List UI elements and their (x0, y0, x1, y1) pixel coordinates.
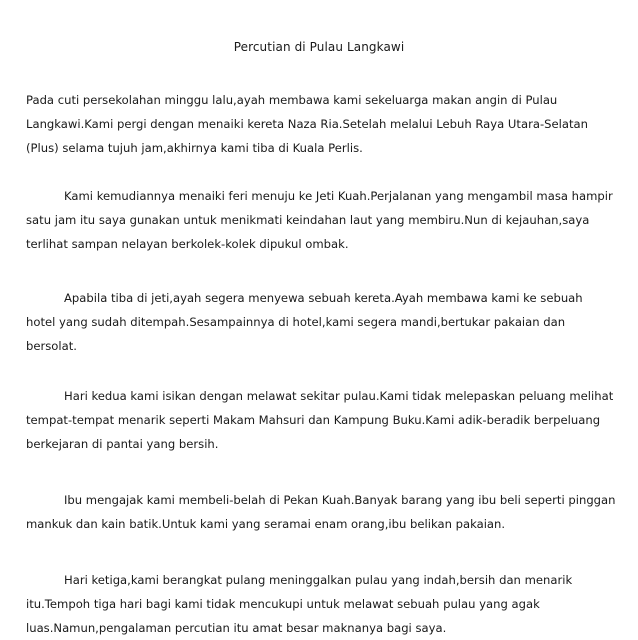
paragraph-1 (26, 88, 616, 160)
paragraph-line: Kami kemudiannya menaiki feri menuju ke Jeti Kuah.Perjalanan yang mengambil masa hampir (64, 189, 613, 203)
paragraph-line: mankuk dan kain batik.Untuk kami yang seramai enam orang,ibu belikan pakaian. (26, 517, 506, 531)
paragraph-line: bersolat. (26, 339, 77, 353)
paragraph-line: hotel yang sudah ditempah.Sesampainnya di hotel,kami segera mandi,bertukar pakaian dan (26, 315, 566, 329)
paragraph-line: itu.Tempoh tiga hari bagi kami tidak mencukupi untuk melawat sebuah pulau yang agak (26, 597, 540, 611)
paragraph-line: Apabila tiba di jeti,ayah segera menyewa sebuah kereta.Ayah membawa kami ke sebuah (64, 291, 583, 305)
paragraph-5 (26, 488, 616, 536)
paragraph-line: Langkawi.Kami pergi dengan menaiki kereta Naza Ria.Setelah melalui Lebuh Raya Utara-Selatan (26, 117, 588, 131)
paragraph-line: Hari ketiga,kami berangkat pulang meninggalkan pulau yang indah,bersih dan menarik (64, 573, 573, 587)
paragraph-line: Hari kedua kami isikan dengan melawat sekitar pulau.Kami tidak melepaskan peluang melihat (64, 389, 614, 403)
paragraph-line: Pada cuti persekolahan minggu lalu,ayah membawa kami sekeluarga makan angin di Pulau (26, 93, 558, 107)
paragraph-line: satu jam itu saya gunakan untuk menikmati keindahan laut yang membiru.Nun di kejauhan,saya (26, 213, 590, 227)
paragraph-line: luas.Namun,pengalaman percutian itu amat besar maknanya bagi saya. (26, 621, 447, 635)
paragraph-line: (Plus) selama tujuh jam,akhirnya kami tiba di Kuala Perlis. (26, 141, 363, 155)
paragraph-6 (26, 568, 616, 640)
paragraph-line: berkejaran di pantai yang bersih. (26, 437, 219, 451)
paragraph-3 (26, 286, 616, 358)
paragraph-line: tempat-tempat menarik seperti Makam Mahsuri dan Kampung Buku.Kami adik-beradik berpeluang (26, 413, 601, 427)
paragraph-4 (26, 384, 616, 456)
paragraph-line: Ibu mengajak kami membeli-belah di Pekan Kuah.Banyak barang yang ibu beli seperti pinggan (64, 493, 616, 507)
paragraph-line: terlihat sampan nelayan berkolek-kolek dipukul ombak. (26, 237, 349, 251)
paragraph-2 (26, 184, 616, 256)
document-title: Percutian di Pulau Langkawi (233, 40, 405, 54)
